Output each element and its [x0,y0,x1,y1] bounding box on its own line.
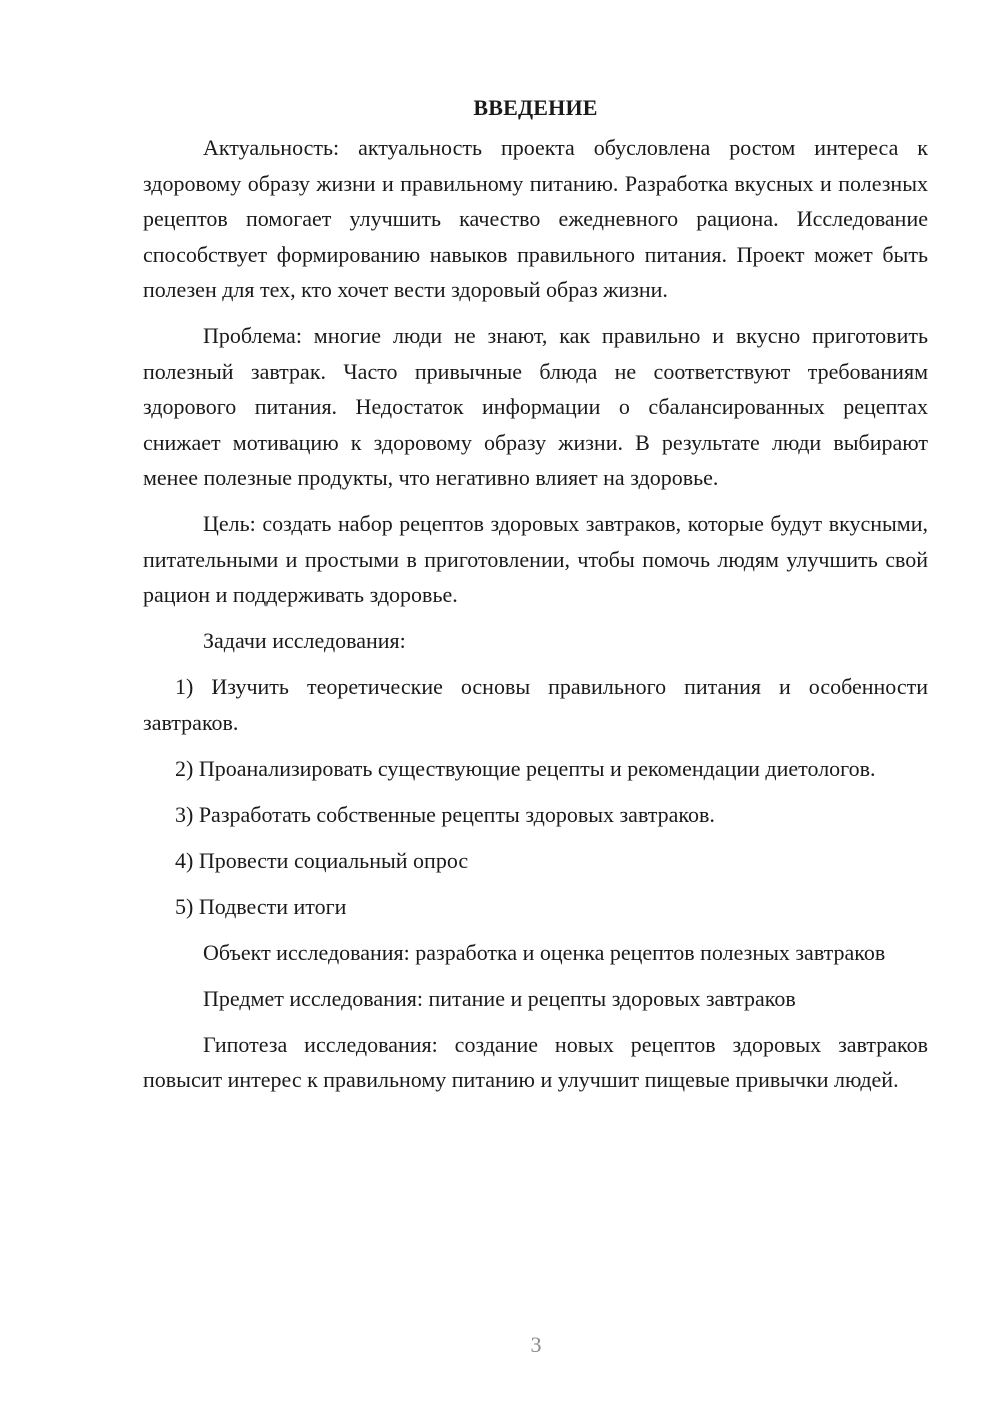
task-item-5: 5) Подвести итоги [175,893,347,919]
paragraph-object: Объект исследования: разработка и оценка рецептов полезных завтраков [203,939,886,965]
paragraph-problem: Проблема: многие люди не знают, как правильно и вкусно приготовить полезный завтрак. Часто привычные блюда не соответствуют требованиям здорового питания. Недостаток информации о сбалансированных рецептах снижает мотивацию к здоровому образу жизни. В результате люди выбирают менее полезные продукты, что негативно влияет на здоровье. [143,323,928,490]
page-title: ВВЕДЕНИЕ [473,95,598,120]
paragraph-goal: Цель: создать набор рецептов здоровых завтраков, которые будут вкусными, питательными и простыми в приготовлении, чтобы помочь людям улучшить свой рацион и поддерживать здоровье. [143,511,928,607]
paragraph-relevance: Актуальность: актуальность проекта обусловлена ростом интереса к здоровому образу жизни и правильному питанию. Разработка вкусных и полезных рецептов помогает улучшить качество ежедневного рациона. Исследование способствует формированию навыков правильного питания. Проект может быть полезен для тех, кто хочет вести здоровый образ жизни. [143,135,928,302]
task-item-1: 1) Изучить теоретические основы правильного питания и особенности завтраков. [143,674,928,735]
document-page [143,90,928,1108]
task-item-4: 4) Провести социальный опрос [175,847,469,873]
task-item-3: 3) Разработать собственные рецепты здоровых завтраков. [175,801,715,827]
paragraph-subject: Предмет исследования: питание и рецепты здоровых завтраков [203,985,796,1011]
page-number: 3 [530,1332,542,1357]
paragraph-hypothesis: Гипотеза исследования: создание новых рецептов здоровых завтраков повысит интерес к правильному питанию и улучшит пищевые привычки людей. [143,1031,928,1092]
paragraph-tasks-heading: Задачи исследования: [203,628,406,653]
task-item-2: 2) Проанализировать существующие рецепты и рекомендации диетологов. [175,755,876,781]
